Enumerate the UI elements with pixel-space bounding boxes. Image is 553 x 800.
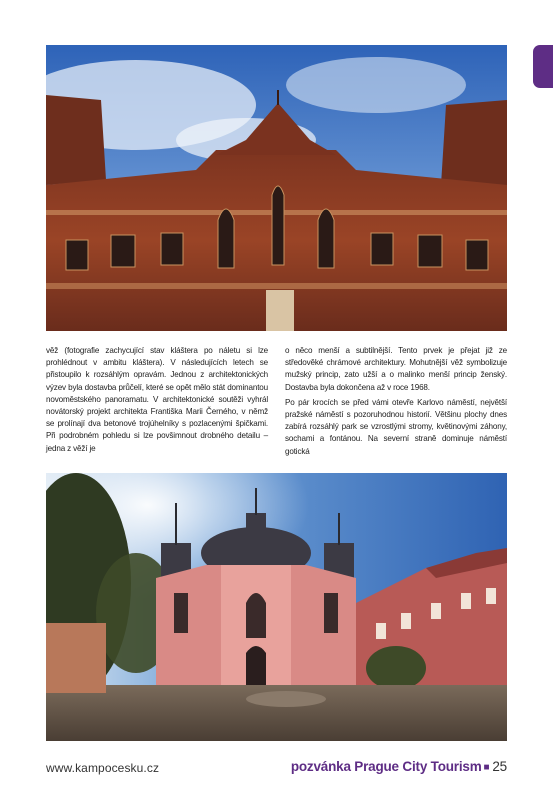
- footer-website-url[interactable]: www.kampocesku.cz: [46, 761, 160, 775]
- footer-separator: ■: [483, 762, 490, 773]
- photo-brick-gothic-building: [46, 45, 507, 331]
- article-column-left: [46, 345, 268, 458]
- article-paragraph: o něco menší a subtilnější. Tento prvek je přejat již ze středověké chrámové architektury. Mohutnější věž symbolizuje mužský princip, zato užší a o malinko menší princip ženský. Dostavba byla dokončena až v roce 1968.: [285, 346, 507, 392]
- article-column-right: [285, 345, 507, 461]
- page-number: 25: [492, 759, 507, 774]
- article-paragraph: věž (fotografie zachycující stav kláštera po náletu si lze prohlédnout v ambitu kláštera). V následujících letech se přistoupilo k rozsáhlým opravám. Jednou z architektonických výzev byla dostavba průčelí, které se opět mělo stát dominantou novoměstského panoramatu. V architektonické soutěži vyhrál novátorský projekt architekta Františka Marii Černého, v němž se prolínají dva betonové trojúhelníky s pozlacenými špičkami. Při podrobném pohledu si lze povšimnout drobného detailu – jedna z věží je: [46, 346, 268, 453]
- section-tab-marker: [533, 45, 553, 88]
- article-paragraph: Po pár krocích se před vámi otevře Karlovo náměstí, největší pražské náměstí s pozoruhodnou historií. Většinu plochy dnes zabírá rozsáhlý park se vzrostlými stromy, květinovými záhony, sochami a fontánou. Na severní straně dominuje náměstí gotická: [285, 397, 507, 456]
- photo-pink-baroque-church: [46, 473, 507, 741]
- footer-title-text: pozvánka Prague City Tourism: [290, 759, 482, 774]
- footer-publication-title: [291, 759, 507, 774]
